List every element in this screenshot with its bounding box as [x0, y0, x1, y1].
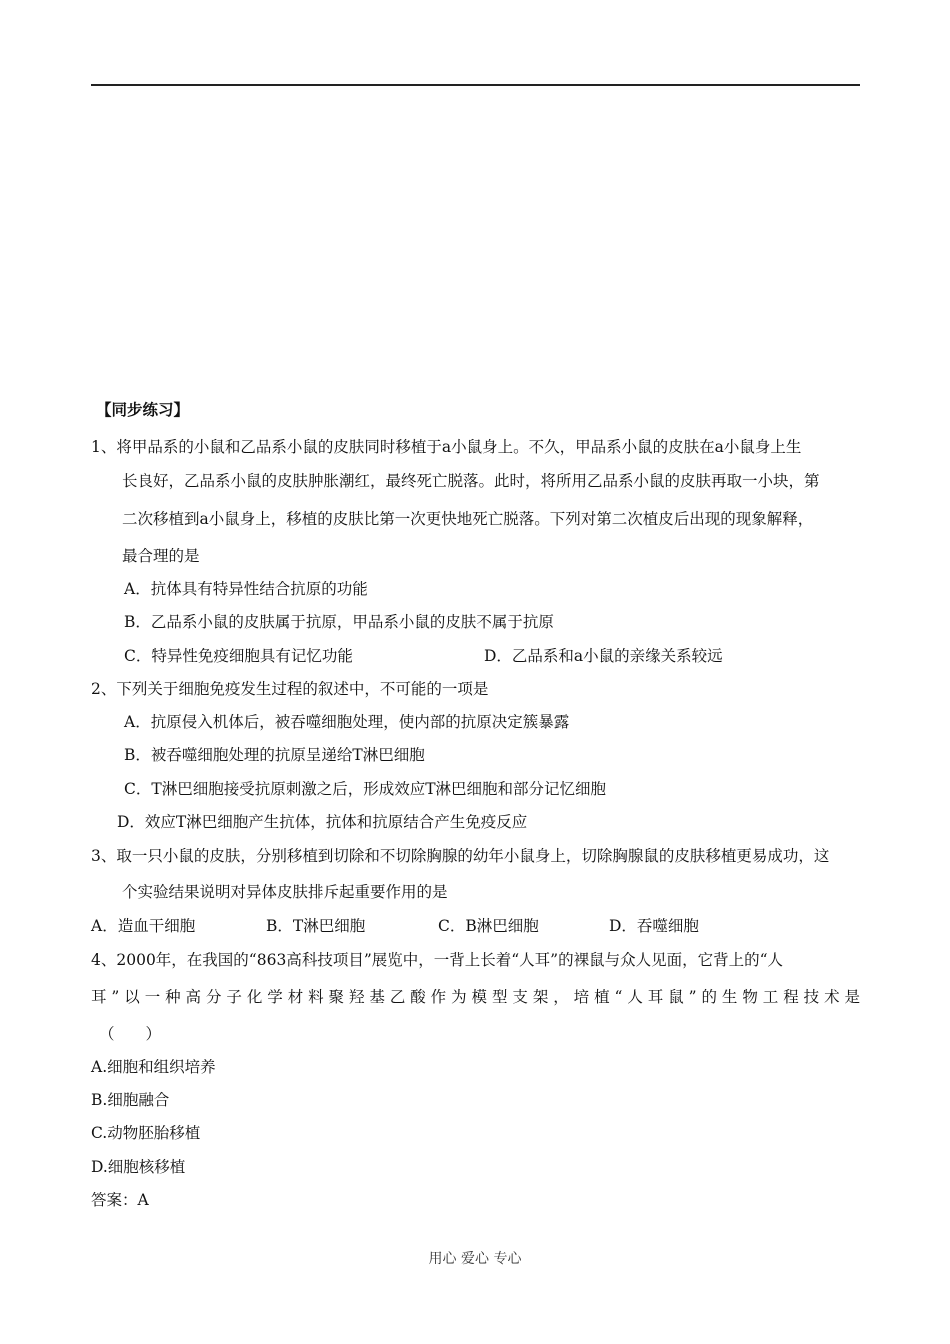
section-title: 【同步练习】: [96, 401, 190, 419]
page-footer: 用心 爱心 专心: [428, 1251, 522, 1267]
q1-line-4: 最合理的是: [122, 547, 200, 565]
q2-option-a: A．抗原侵入机体后，被吞噬细胞处理，使内部的抗原决定簇暴露: [124, 713, 570, 731]
q4-option-a: A.细胞和组织培养: [91, 1058, 216, 1076]
q4-option-d: D.细胞核移植: [91, 1158, 186, 1176]
q1-option-b: B．乙品系小鼠的皮肤属于抗原，甲品系小鼠的皮肤不属于抗原: [124, 613, 554, 631]
q1-line-2: 长良好，乙品系小鼠的皮肤肿胀潮红，最终死亡脱落。此时，将所用乙品系小鼠的皮肤再取一小块，第: [122, 472, 820, 490]
q2-option-b: B．被吞噬细胞处理的抗原呈递给T淋巴细胞: [124, 746, 425, 764]
q3-line-2: 个实验结果说明对异体皮肤排斥起重要作用的是: [122, 883, 448, 901]
q3-option-b: B．T淋巴细胞: [266, 917, 366, 935]
q4-option-b: B.细胞融合: [91, 1091, 170, 1109]
q3-option-d: D．吞噬细胞: [609, 917, 699, 935]
q2-option-c: C．T淋巴细胞接受抗原刺激之后，形成效应T淋巴细胞和部分记忆细胞: [124, 780, 607, 798]
q3-option-c: C．B淋巴细胞: [438, 917, 539, 935]
header-rule: [91, 84, 860, 86]
q4-answer: 答案：A: [91, 1191, 149, 1209]
q1-option-c: C．特异性免疫细胞具有记忆功能: [124, 647, 353, 665]
q3-line-1: 3、取一只小鼠的皮肤，分别移植到切除和不切除胸腺的幼年小鼠身上，切除胸腺鼠的皮肤移植更易成功，这: [91, 847, 830, 865]
q4-line-3: （ ）: [99, 1025, 162, 1043]
q1-line-3: 二次移植到a小鼠身上，移植的皮肤比第一次更快地死亡脱落。下列对第二次植皮后出现的现象解释，: [122, 510, 814, 528]
q4-line-2: 耳”以一种高分子化学材料聚羟基乙酸作为模型支架，培植“人耳鼠”的生物工程技术是: [91, 988, 860, 1006]
q3-option-a: A．造血干细胞: [91, 917, 196, 935]
q4-line-1: 4、2000年，在我国的“863高科技项目”展览中，一背上长着“人耳”的裸鼠与众人见面，它背上的“人: [91, 951, 784, 969]
q2-line-1: 2、下列关于细胞免疫发生过程的叙述中，不可能的一项是: [91, 680, 489, 698]
q4-option-c: C.动物胚胎移植: [91, 1124, 201, 1142]
q1-option-d: D．乙品系和a小鼠的亲缘关系较远: [484, 647, 723, 665]
q2-option-d: D．效应T淋巴细胞产生抗体，抗体和抗原结合产生免疫反应: [117, 813, 528, 831]
q1-option-a: A．抗体具有特异性结合抗原的功能: [124, 580, 368, 598]
q1-line-1: 1、将甲品系的小鼠和乙品系小鼠的皮肤同时移植于a小鼠身上。不久，甲品系小鼠的皮肤在a小鼠身上生: [91, 438, 802, 456]
